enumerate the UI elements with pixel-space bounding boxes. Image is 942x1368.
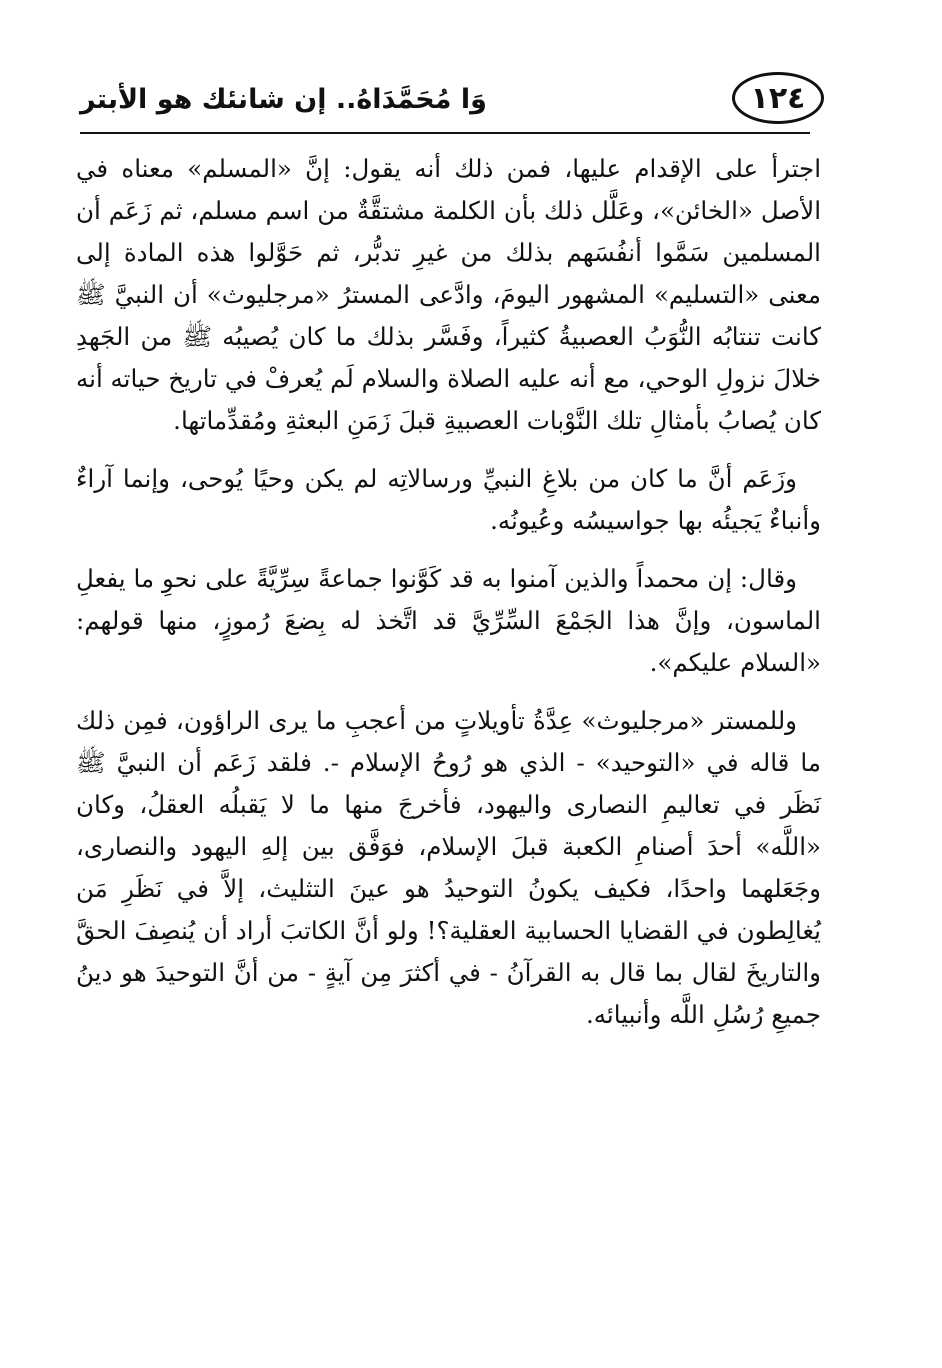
paragraph-2: وزَعَم أنَّ ما كان من بلاغِ النبيِّ ورسالاتِه لم يكن وحيًا يُوحى، وإنما آراءٌ وأنباءٌ يَجيئُه بها جواسيسُه وعُيونُه. — [76, 464, 821, 535]
body-text — [76, 148, 821, 1052]
paragraph-4: وللمستر «مرجليوث» عِدَّةُ تأويلاتٍ من أعجبِ ما يرى الراؤون، فمِن ذلك ما قاله في «التوحيد» - الذي هو رُوحُ الإسلام -. فلقد زَعَم أن النبيَّ ﷺ نَظَر في تعاليمِ النصارى واليهود، فأخرجَ منها ما لا يَقبلُه العقلُ، وكان «اللَّه» أحدَ أصنامِ الكعبة قبلَ الإسلام، فوَفَّق بين إلهِ اليهود والنصارى، وجَعَلهما واحدًا، فكيف يكونُ التوحيدُ هو عينَ التثليث، إلاَّ في نَظَرِ مَن يُغالِطون في القضايا الحسابية العقلية؟! ولو أنَّ الكاتبَ أراد أن يُنصِفَ الحقَّ والتاريخَ لقال بما قال به القرآنُ - في أكثرَ مِن آيةٍ - من أنَّ التوحيدَ هو دينُ جميعِ رُسُلِ اللَّه وأنبيائه. — [76, 706, 821, 1029]
page-header — [80, 70, 822, 132]
running-title: وَا مُحَمَّدَاهُ.. إن شانئك هو الأبتر — [80, 84, 487, 115]
paragraph-1: اجترأ على الإقدام عليها، فمن ذلك أنه يقول: إنَّ «المسلم» معناه في الأصل «الخائن»، وعَلَّل ذلك بأن الكلمة مشتقَّةٌ من اسم مسلم، ثم زَعَم أن المسلمين سَمَّوا أنفُسَهم بذلك من غيرِ تدبُّر، ثم حَوَّلوا هذه المادة إلى معنى «التسليم» المشهور اليومَ، وادَّعى المسترُ «مرجليوث» أن النبيَّ ﷺ كانت تنتابُه النُّوَبُ العصبيةُ كثيراً، وفَسَّر بذلك ما كان يُصيبُه ﷺ من الجَهدِ خلالَ نزولِ الوحي، مع أنه عليه الصلاة والسلام لَم يُعرفْ في تاريخ حياته أنه كان يُصابُ بأمثالِ تلك النَّوْبات العصبيةِ قبلَ زَمَنِ البعثةِ ومُقدِّماتها. — [75, 154, 821, 435]
page-number: ١٢٤ — [732, 72, 824, 124]
paragraph-3: وقال: إن محمداً والذين آمنوا به قد كَوَّنوا جماعةً سِرِّيَّةً على نحوِ ما يفعلِ الماسون، وإنَّ هذا الجَمْعَ السِّرِّيَّ قد اتَّخذ له بِضعَ رُموزٍ، منها قولهم: «السلام عليكم». — [76, 564, 821, 677]
header-rule — [80, 132, 810, 134]
